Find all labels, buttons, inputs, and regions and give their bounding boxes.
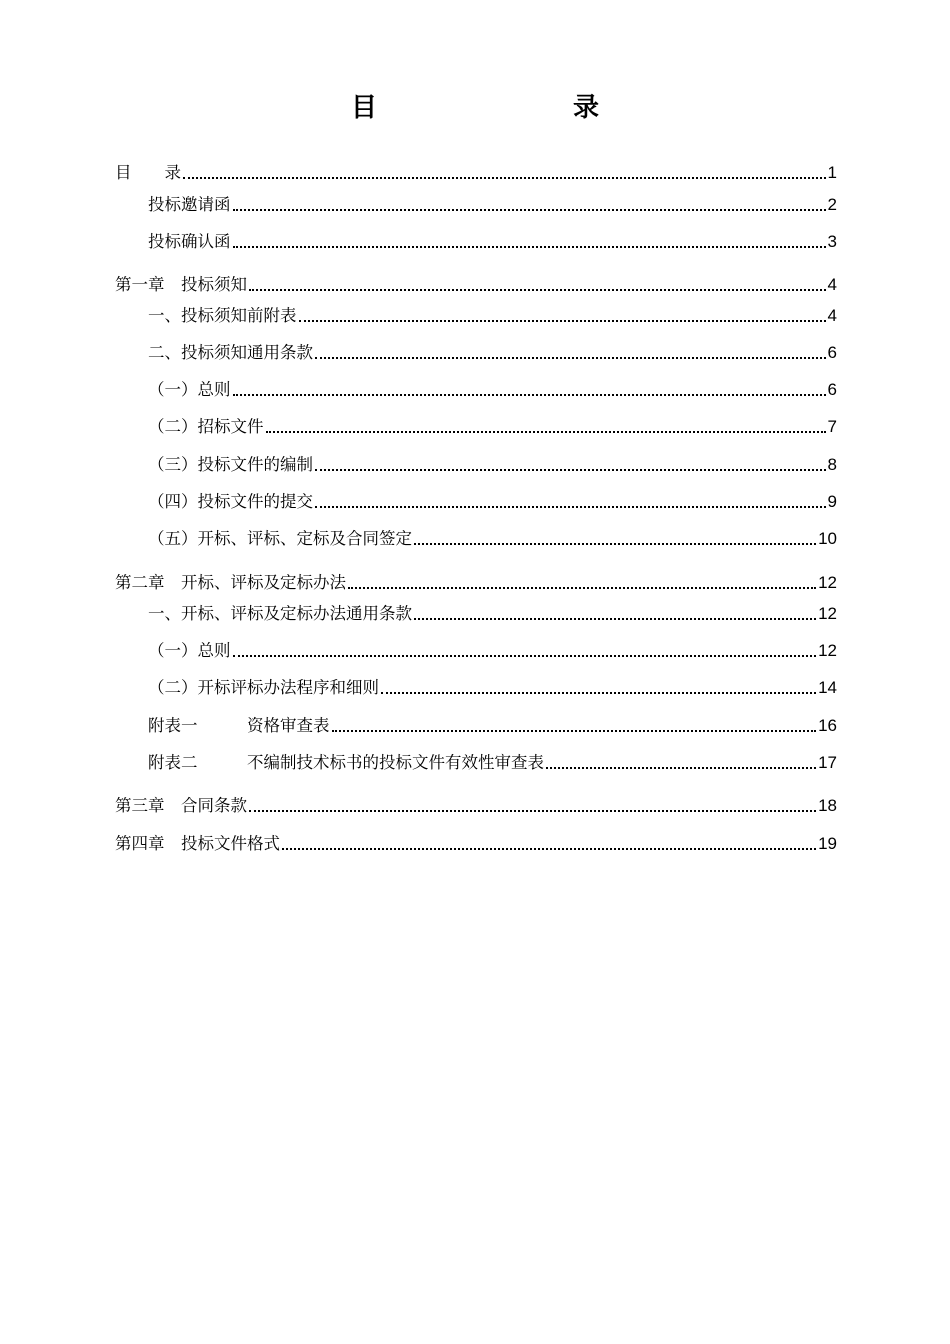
toc-leader-dots: [332, 730, 817, 732]
toc-page-number: 6: [827, 343, 837, 362]
toc-page-number: 2: [827, 195, 837, 214]
toc-leader-dots: [249, 810, 816, 812]
toc-entry-label: （二）开标评标办法程序和细则: [148, 678, 379, 697]
toc-page-number: 19: [818, 834, 837, 853]
toc-entry-label: 第二章 开标、评标及定标办法: [115, 573, 346, 592]
toc-entry[interactable]: [148, 375, 837, 401]
toc-page-number: 18: [818, 796, 837, 815]
toc-page-number: 4: [827, 275, 837, 294]
toc-leader-dots: [546, 767, 816, 769]
toc-entry-label: 投标确认函: [148, 232, 231, 251]
toc-leader-dots: [381, 692, 816, 694]
toc-entry[interactable]: [148, 227, 837, 253]
page-title: 目 录: [350, 93, 647, 123]
toc-entry-label: 二、投标须知通用条款: [148, 343, 313, 362]
toc-leader-dots: [249, 289, 826, 291]
toc-page-number: 9: [827, 492, 837, 511]
toc-entry-label: 附表一 资格审查表: [148, 716, 330, 735]
toc-entry-label: 投标邀请函: [148, 195, 231, 214]
toc-entry-label: 第四章 投标文件格式: [115, 834, 280, 853]
toc-page-number: 4: [827, 306, 837, 325]
toc-page-number: 3: [827, 232, 837, 251]
toc-entry-label: 附表二 不编制技术标书的投标文件有效性审查表: [148, 753, 544, 772]
toc-entry-label: 第三章 合同条款: [115, 796, 247, 815]
toc-entry[interactable]: [148, 748, 837, 774]
toc-leader-dots: [414, 618, 816, 620]
toc-entry[interactable]: [148, 190, 837, 216]
toc-page-number: 12: [818, 573, 837, 592]
toc-page-number: 10: [818, 529, 837, 548]
toc-entry-label: 一、投标须知前附表: [148, 306, 297, 325]
toc-page-number: 14: [818, 678, 837, 697]
toc-leader-dots: [315, 357, 826, 359]
toc-entry[interactable]: [115, 568, 837, 594]
toc-leader-dots: [233, 209, 826, 211]
toc-page-number: 6: [827, 380, 837, 399]
toc-leader-dots: [282, 848, 816, 850]
toc-page-number: 16: [818, 716, 837, 735]
toc-entry[interactable]: [115, 829, 837, 855]
toc-entry[interactable]: [148, 301, 837, 327]
toc-entry-label: 一、开标、评标及定标办法通用条款: [148, 604, 412, 623]
toc-leader-dots: [299, 320, 826, 322]
toc-entry[interactable]: [148, 524, 837, 550]
toc-entry[interactable]: [148, 711, 837, 737]
toc-entry-label: （一）总则: [148, 380, 231, 399]
toc-entry[interactable]: [148, 673, 837, 699]
toc-entry[interactable]: [148, 636, 837, 662]
toc-leader-dots: [233, 655, 817, 657]
toc-leader-dots: [266, 431, 826, 433]
toc-entry[interactable]: [148, 412, 837, 438]
toc-page-number: 8: [827, 455, 837, 474]
toc-entry-label: （二）招标文件: [148, 417, 264, 436]
toc-leader-dots: [315, 469, 826, 471]
toc-entry[interactable]: [148, 450, 837, 476]
toc-page-number: 12: [818, 604, 837, 623]
toc-leader-dots: [414, 543, 816, 545]
toc-leader-dots: [183, 177, 826, 179]
toc-entry[interactable]: [148, 599, 837, 625]
toc-leader-dots: [315, 506, 826, 508]
toc-entry-label: （五）开标、评标、定标及合同签定: [148, 529, 412, 548]
toc-leader-dots: [233, 394, 826, 396]
toc-page-number: 1: [827, 163, 837, 182]
toc-leader-dots: [348, 587, 816, 589]
toc-entry-label: （四）投标文件的提交: [148, 492, 313, 511]
toc-leader-dots: [233, 246, 826, 248]
toc-entry[interactable]: [115, 270, 837, 296]
toc-page-number: 7: [827, 417, 837, 436]
toc-entry[interactable]: [115, 791, 837, 817]
toc-entry[interactable]: [148, 338, 837, 364]
toc-entry[interactable]: [115, 158, 837, 184]
toc-entry-label: 目 录: [115, 163, 181, 182]
toc-entry-label: （三）投标文件的编制: [148, 455, 313, 474]
toc-page-number: 12: [818, 641, 837, 660]
toc-page-number: 17: [818, 753, 837, 772]
toc-entry-label: 第一章 投标须知: [115, 275, 247, 294]
toc-entry[interactable]: [148, 487, 837, 513]
toc-entry-label: （一）总则: [148, 641, 231, 660]
